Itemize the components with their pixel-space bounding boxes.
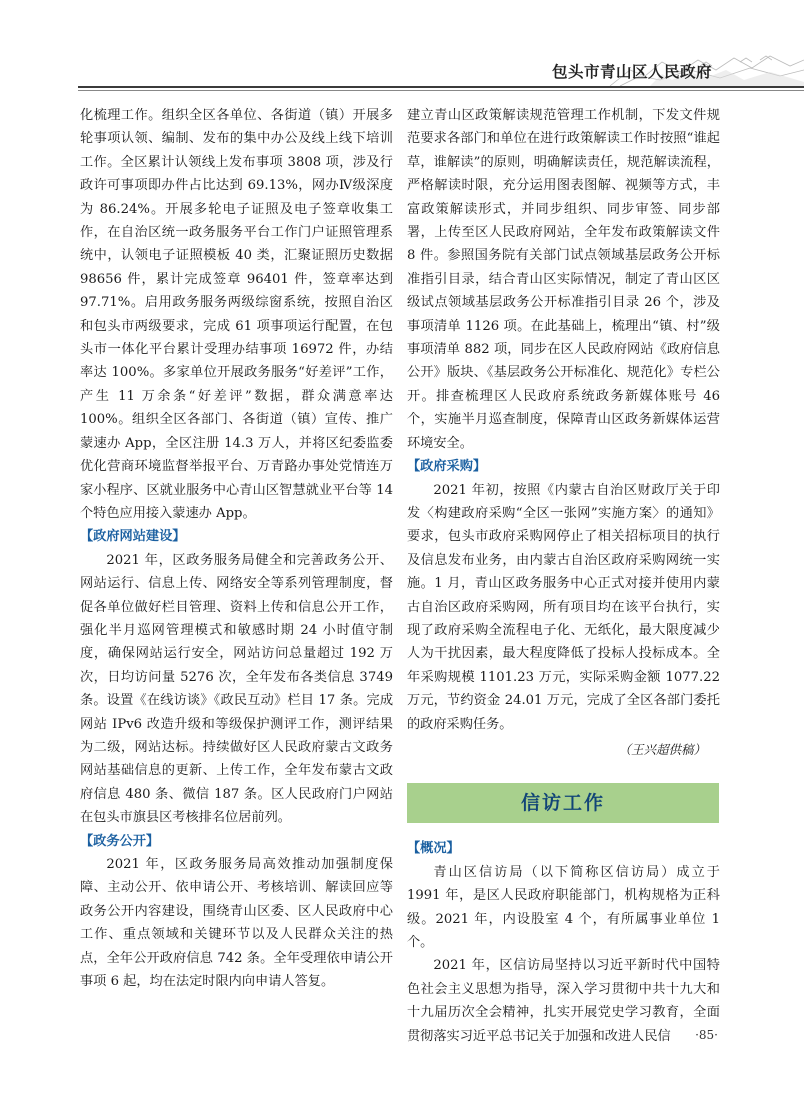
header-title: 包头市青山区人民政府 bbox=[551, 63, 712, 81]
body-paragraph: 青山区信访局（以下简称区信访局）成立于 1991 年，是区人民政府职能部门，机构规格为正科级。2021 年，内设股室 4 个，有所属事业单位 1 个。 bbox=[407, 864, 720, 950]
header-rule-thin bbox=[78, 90, 804, 91]
author-credit: （王兴超供稿） bbox=[618, 741, 706, 757]
section-heading: 【政府网站建设】 bbox=[80, 529, 186, 545]
left-column bbox=[80, 104, 393, 993]
body-paragraph: 2021 年，区政务服务局健全和完善政务公开、网站运行、信息上传、网络安全等系列管理制度，督促各单位做好栏目管理、资料上传和信息公开工作，强化半月巡网管理模式和敏感时期 24 小时值守制度，确保网站运行安全，网站访问总量超过 192 万次，日均访问量 5276 次，全年发布各类信息 3749 条。设置《在线访谈》《政民互动》栏目 17 条。完成网站 IPv6 改造升级和等级保护测评工作，测评结果为二级，网站达标。持续做好区人民政府蒙古文政务网站基础信息的更新、上传工作，全年发布蒙古文政府信息 480 条、微信 187 条。区人民政府门户网站在包头市旗县区考核排名位居前列。 bbox=[80, 552, 393, 826]
section-heading: 【政府采购】 bbox=[407, 459, 487, 475]
section-heading: 【概况】 bbox=[407, 841, 460, 857]
section-heading: 【政务公开】 bbox=[80, 833, 160, 849]
body-paragraph: 建立青山区政策解读规范管理工作机制，下发文件规范要求各部门和单位在进行政策解读工作时按照“谁起草，谁解读”的原则，明确解读责任，规范解读流程，严格解读时限，充分运用图表图解、视频等方式，丰富政策解读形式，并同步组织、同步审签、同步部署，上传至区人民政府网站，全年发布政策解读文件 8 件。参照国务院有关部门试点领域基层政务公开标准指引目录，结合青山区实际情况，制定了青山区区级试点领域基层政务公开标准指引目录 26 个，涉及事项清单 1126 项。在此基础上，梳理出“镇、村”级事项清单 882 项，同步在区人民政府网站《政府信息公开》版块、《基层政务公开标准化、规范化》专栏公开。排查梳理区人民政府系统政务新媒体账号 46 个，实施半月巡查制度，保障青山区政务新媒体运营环境安全。 bbox=[407, 108, 720, 451]
page-header bbox=[0, 0, 804, 90]
body-paragraph: 2021 年，区信访局坚持以习近平新时代中国特色社会主义思想为指导，深入学习贯彻中共十九大和十九届历次全会精神，扎实开展党史学习教育，全面贯彻落实习近平总书记关于加强和改进人民信 bbox=[407, 958, 720, 1044]
header-rule bbox=[78, 86, 804, 88]
body-paragraph: 2021 年，区政务服务局高效推动加强制度保障、主动公开、依申请公开、考核培训、解读回应等政务公开内容建设，围绕青山区委、区人民政府中心工作、重点领域和关键环节以及人民群众关注的热点，全年公开政府信息 742 条。全年受理依申请公开事项 6 起，均在法定时限内向申请人答复。 bbox=[80, 857, 393, 990]
chapter-banner: 信访工作 bbox=[407, 783, 719, 823]
right-column bbox=[407, 104, 720, 1048]
body-paragraph: 化梳理工作。组织全区各单位、各街道（镇）开展多轮事项认领、编制、发布的集中办公及线上线下培训工作。全区累计认领线上发布事项 3808 项，涉及行政许可事项即办件占比达到 69.13%，网办Ⅳ级深度为 86.24%。开展多轮电子证照及电子签章收集工作，在自治区统一政务服务平台工作门户证照管理系统中，认领电子证照模板 40 类，汇聚证照历史数据 98656 件，累计完成签章 96401 件，签章率达到 97.71%。启用政务服务两级综窗系统，按照自治区和包头市两级要求，完成 61 项事项运行配置，在包头市一体化平台累计受理办结事项 16972 件，办结率达 100%。多家单位开展政务服务“好差评”工作，产生 11 万余条“好差评”数据，群众满意率达 100%。组织全区各部门、各街道（镇）宣传、推广蒙速办 App，全区注册 14.3 万人，并将区纪委监委优化营商环境监督举报平台、万青路办事处党情连万家小程序、区就业服务中心青山区智慧就业平台等 14 个特色应用接入蒙速办 App。 bbox=[80, 108, 393, 521]
body-paragraph: 2021 年初，按照《内蒙古自治区财政厅关于印发〈构建政府采购“全区一张网”实施方案〉的通知》要求，包头市政府采购网停止了相关招标项目的执行及信息发布业务，由内蒙古自治区政府采购网统一实施。1 月，青山区政务服务中心正式对接并使用内蒙古自治区政府采购网，所有项目均在该平台执行，实现了政府采购全流程电子化、无纸化，最大限度减少人为干扰因素，最大程度降低了投标人投标成本。全年采购规模 1101.23 万元，实际采购金额 1077.22 万元，节约资金 24.01 万元，完成了全区各部门委托的政府采购任务。 bbox=[407, 482, 720, 732]
page-number: ·85· bbox=[695, 1028, 718, 1042]
